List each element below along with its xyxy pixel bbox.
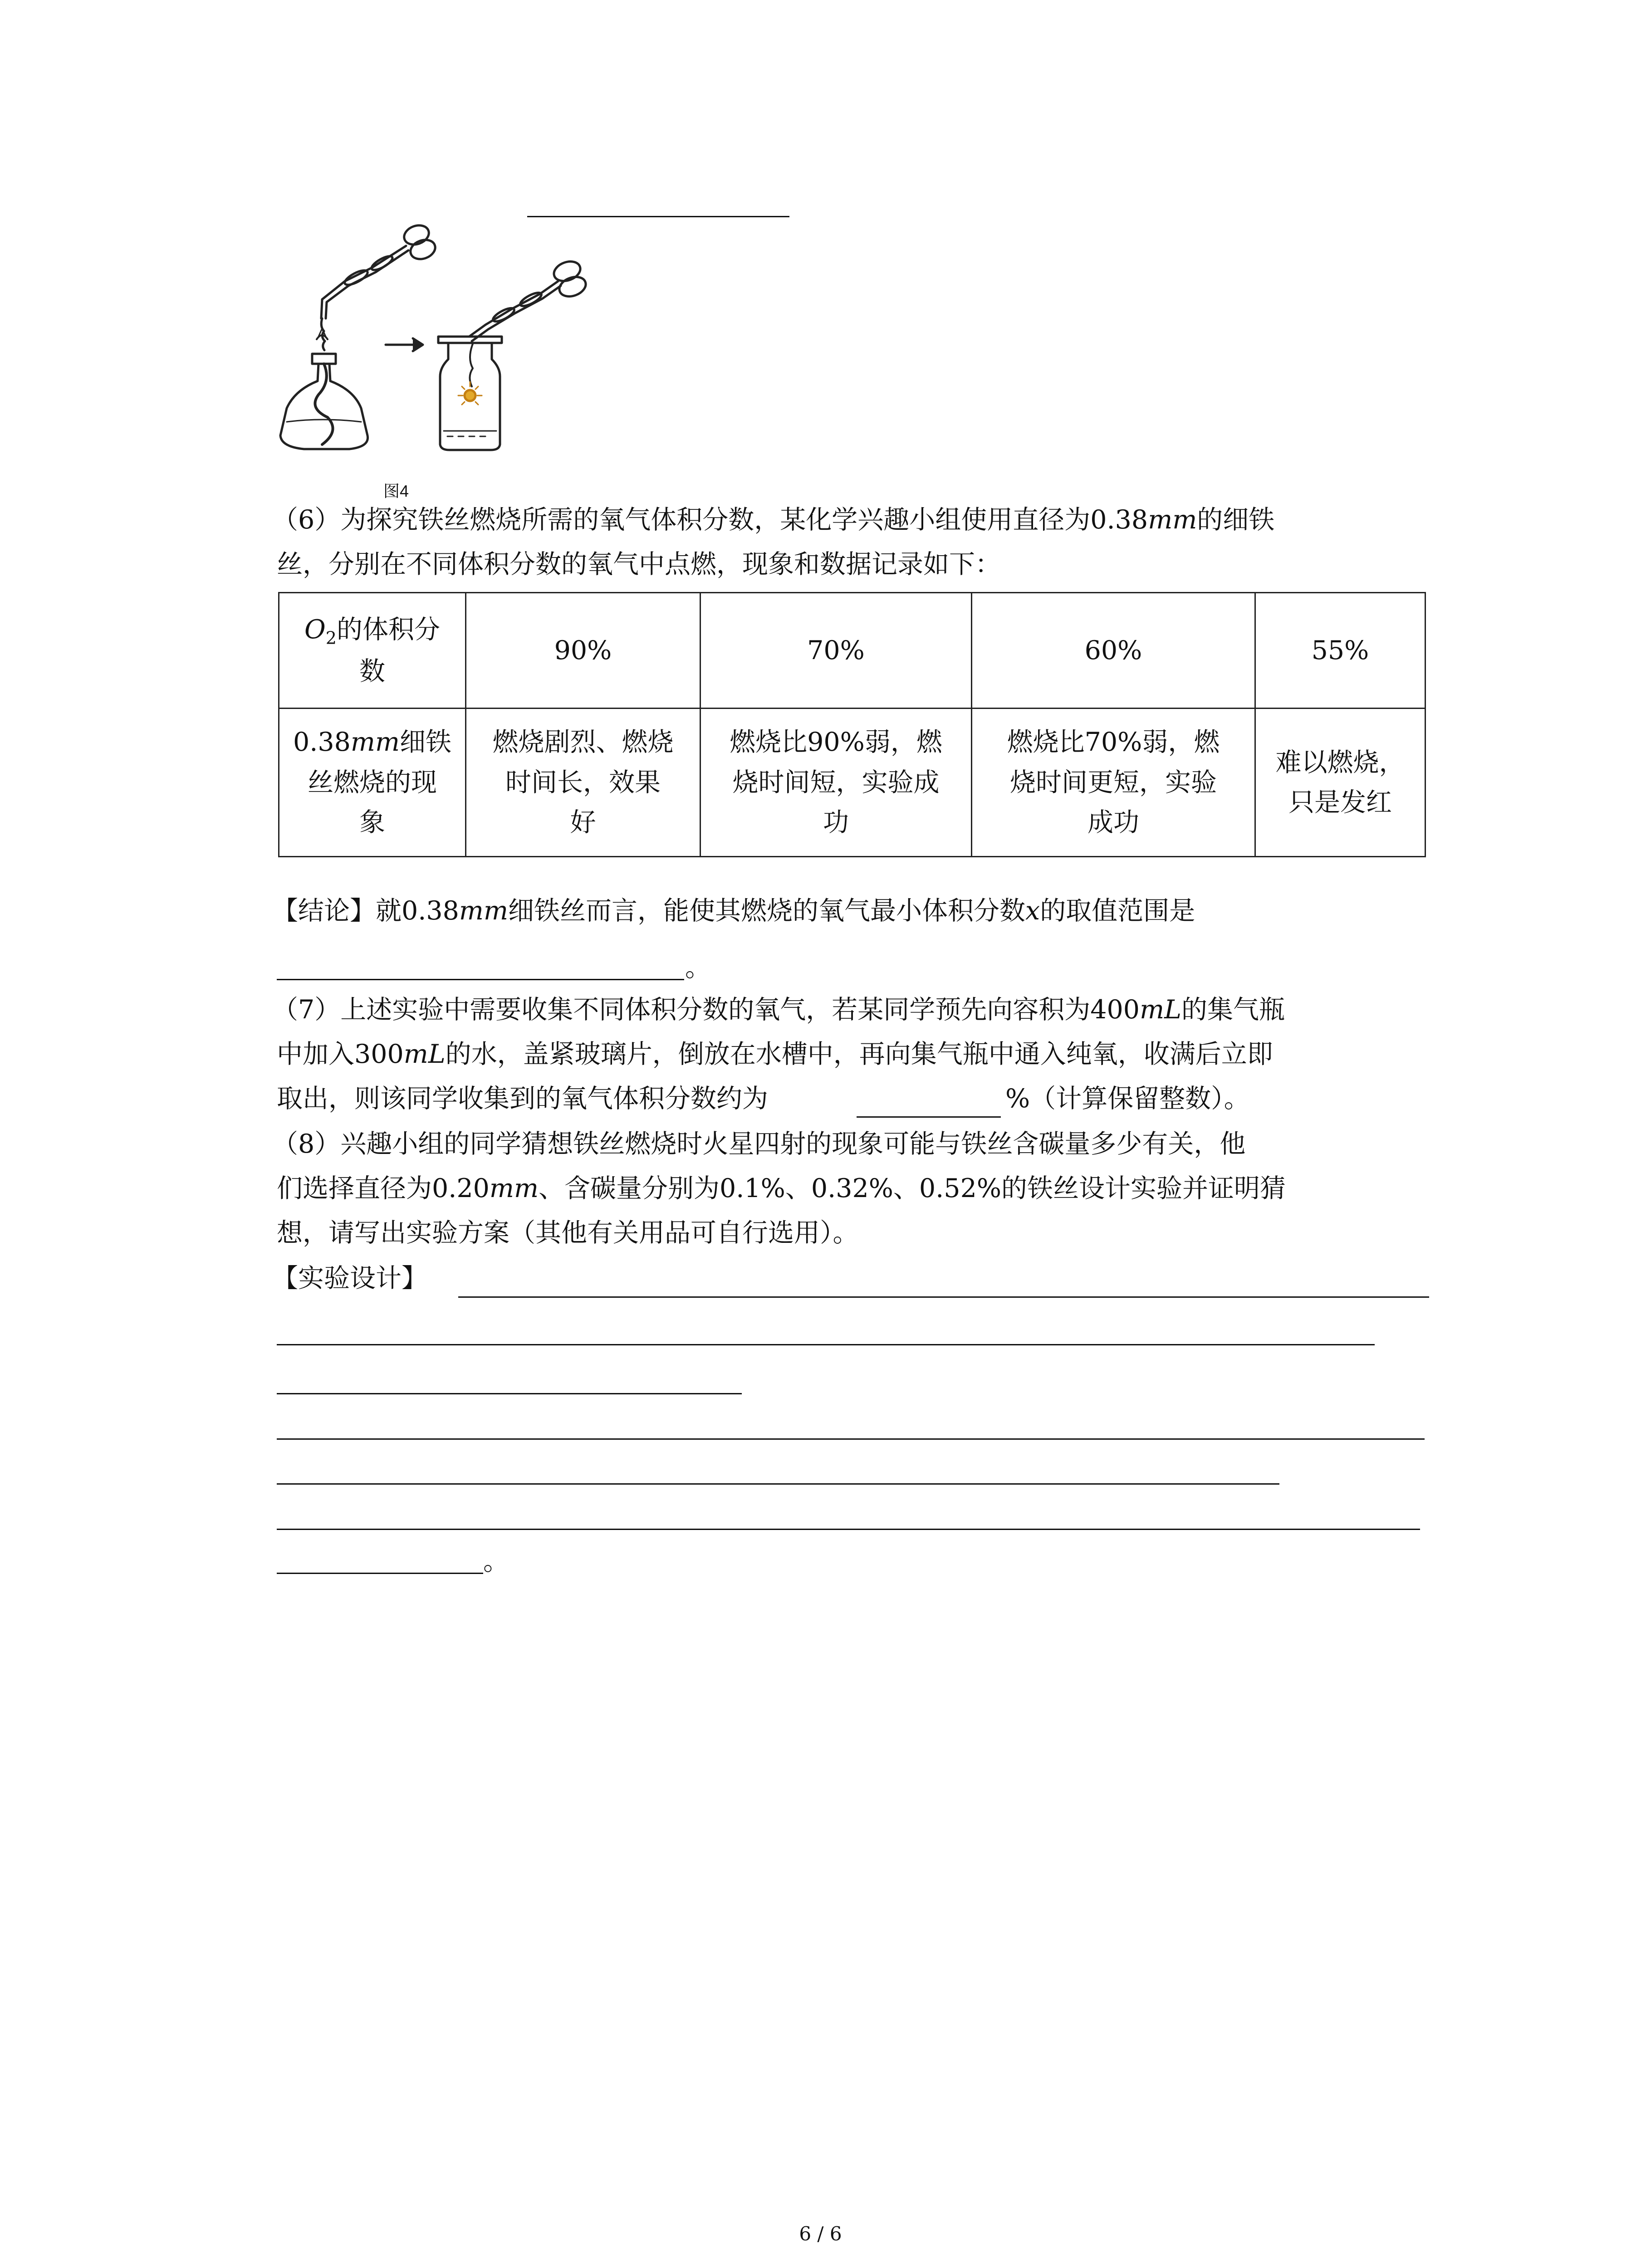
oxygen-fraction-answer-blank[interactable] (857, 1116, 1001, 1118)
oxygen-fraction-table (278, 592, 1426, 857)
design-answer-line[interactable] (277, 1529, 1420, 1530)
fraction-cell: 70% (700, 593, 972, 709)
figure-4-illustration (277, 218, 594, 517)
design-answer-line[interactable] (277, 1393, 742, 1394)
design-period: 。 (483, 1546, 509, 1576)
phenomenon-cell: 燃烧比90%弱，燃 烧时间短，实验成 功 (700, 709, 972, 857)
question-7-line-3b: %（计算保留整数）。 (1005, 1084, 1250, 1114)
fraction-cell: 55% (1255, 593, 1425, 709)
phenomenon-cell: 燃烧剧烈、燃烧 时间长，效果 好 (466, 709, 700, 857)
question-7-line-2: 中加入300mL的水，盖紧玻璃片，倒放在水槽中，再向集气瓶中通入纯氧，收满后立即 (277, 1039, 1273, 1069)
conclusion-text: 【结论】就0.38mm细铁丝而言，能使其燃烧的氧气最小体积分数x的取值范围是 (272, 896, 1195, 926)
conclusion-answer-blank[interactable] (277, 979, 684, 980)
figure-label: 图4 (383, 482, 409, 500)
answer-blank-previous[interactable] (527, 216, 789, 217)
design-answer-line[interactable] (458, 1296, 1429, 1298)
fraction-cell: 90% (466, 593, 700, 709)
page-number: 6 / 6 (799, 2223, 842, 2245)
design-answer-line[interactable] (277, 1483, 1279, 1485)
question-8-line-3: 想，请写出实验方案（其他有关用品可自行选用）。 (277, 1218, 859, 1248)
phenomenon-cell: 燃烧比70%弱，燃 烧时间更短，实验 成功 (972, 709, 1255, 857)
question-7-line-1: （7）上述实验中需要收集不同体积分数的氧气，若某同学预先向容积为400mL的集气瓶 (272, 995, 1285, 1025)
tongs-left-icon (321, 246, 406, 318)
header-cell-o2-fraction: $O_2$的体积分 数 (279, 593, 466, 709)
design-answer-line[interactable] (277, 1344, 1375, 1345)
question-7-line-3a: 取出，则该同学收集到的氧气体积分数约为 (277, 1084, 768, 1114)
design-answer-line[interactable] (277, 1438, 1425, 1440)
experiment-design-label: 【实验设计】 (272, 1263, 427, 1293)
question-6-line-1: （6）为探究铁丝燃烧所需的氧气体积分数，某化学兴趣小组使用直径为0.38mm的细铁 (272, 505, 1275, 535)
conclusion-period: 。 (685, 953, 711, 982)
design-answer-line[interactable] (277, 1573, 483, 1574)
header-cell-phenomenon: 0.38mm细铁 丝燃烧的现 象 (279, 709, 466, 857)
question-8-line-2: 们选择直径为0.20mm、含碳量分别为0.1%、0.32%、0.52%的铁丝设计实验并证明猜 (277, 1173, 1286, 1203)
alcohol-lamp-icon (312, 354, 336, 364)
phenomenon-cell: 难以燃烧， 只是发红 (1255, 709, 1425, 857)
fraction-cell: 60% (972, 593, 1255, 709)
question-6-line-2: 丝，分别在不同体积分数的氧气中点燃，现象和数据记录如下： (277, 549, 1001, 579)
question-8-line-1: （8）兴趣小组的同学猜想铁丝燃烧时火星四射的现象可能与铁丝含碳量多少有关，他 (272, 1129, 1246, 1159)
